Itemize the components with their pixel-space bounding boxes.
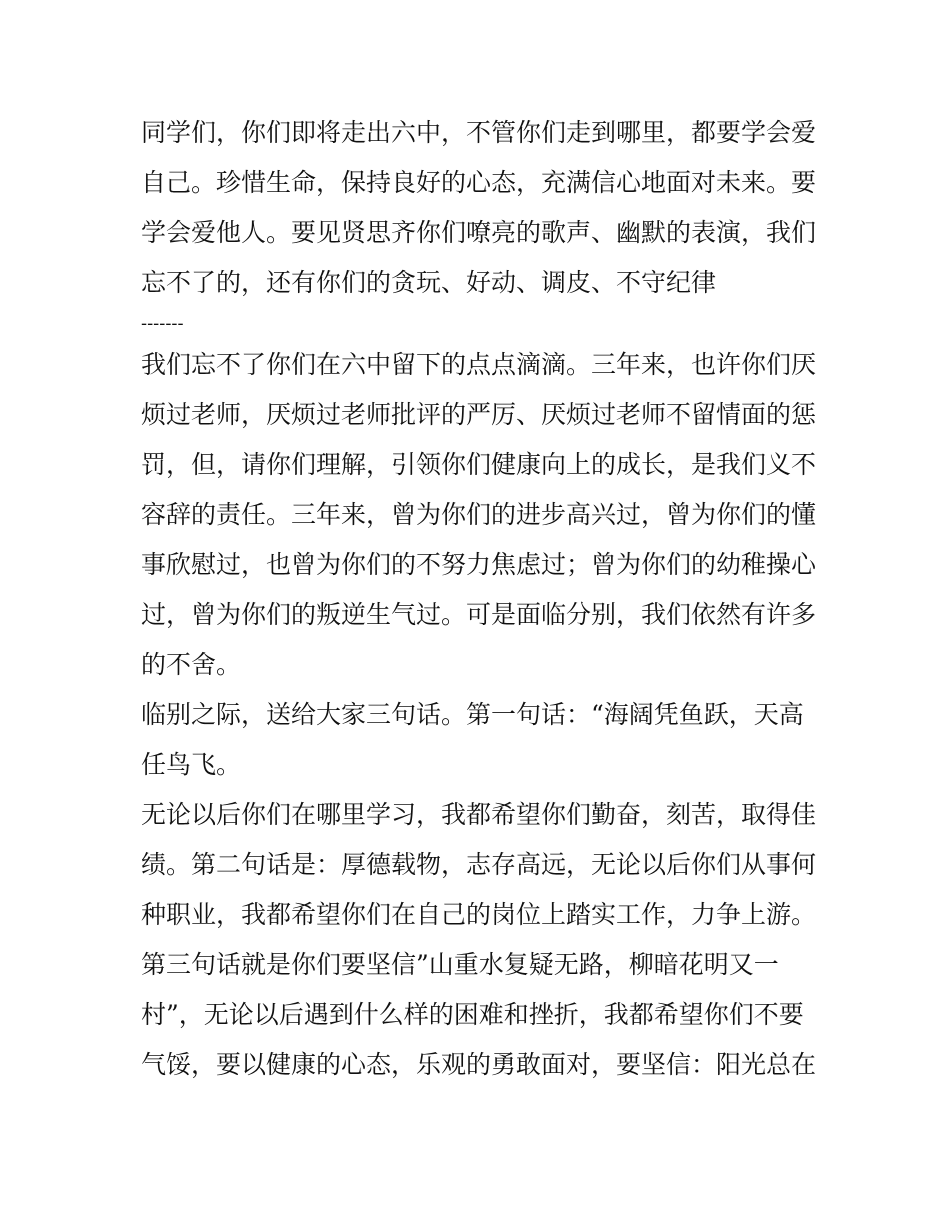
section-separator: ------- [141, 313, 184, 334]
text-line: 气馁，要以健康的心态，乐观的勇敢面对，要坚信：阳光总在 [141, 1050, 817, 1079]
text-line: 我们忘不了你们在六中留下的点点滴滴。三年来，也许你们厌 [141, 350, 817, 379]
text-line: 绩。第二句话是：厚德载物，志存高远，无论以后你们从事何 [141, 850, 817, 879]
text-line: 自己。珍惜生命，保持良好的心态，充满信心地面对未来。要 [141, 168, 817, 197]
text-line: 忘不了的，还有你们的贪玩、好动、调皮、不守纪律 [141, 268, 717, 297]
text-line: 罚，但，请你们理解，引领你们健康向上的成长，是我们义不 [141, 450, 817, 479]
text-line: 的不舍。 [141, 650, 242, 679]
text-line: 任鸟飞。 [141, 750, 242, 779]
document-body [141, 108, 821, 1090]
text-line: 事欣慰过，也曾为你们的不努力焦虑过；曾为你们的幼稚操心 [141, 550, 817, 579]
text-line: 村”，无论以后遇到什么样的困难和挫折，我都希望你们不要 [141, 1000, 804, 1029]
text-line: 烦过老师，厌烦过老师批评的严厉、厌烦过老师不留情面的惩 [141, 400, 817, 429]
text-line: 种职业，我都希望你们在自己的岗位上踏实工作，力争上游。 [141, 900, 817, 929]
text-line: 同学们，你们即将走出六中，不管你们走到哪里，都要学会爱 [141, 118, 817, 147]
text-line: 临别之际，送给大家三句话。第一句话：“海阔凭鱼跃，天高 [141, 700, 804, 729]
text-line: 容辞的责任。三年来，曾为你们的进步高兴过，曾为你们的懂 [141, 500, 817, 529]
text-line: 第三句话就是你们要坚信”山重水复疑无路，柳暗花明又一 [141, 950, 779, 979]
text-line: 无论以后你们在哪里学习，我都希望你们勤奋，刻苦，取得佳 [141, 800, 817, 829]
text-line: 学会爱他人。要见贤思齐你们嘹亮的歌声、幽默的表演，我们 [141, 218, 817, 247]
text-line: 过，曾为你们的叛逆生气过。可是面临分别，我们依然有许多 [141, 600, 817, 629]
